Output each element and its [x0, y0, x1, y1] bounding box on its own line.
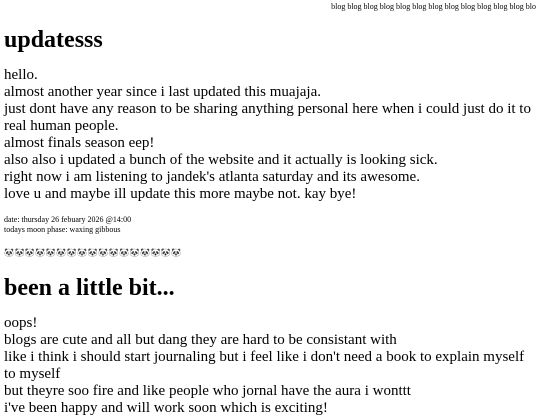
post-line: also also i updated a bunch of the website and it actually is looking sick. [4, 152, 438, 168]
post-line: i've been happy and will work soon which is exciting! [4, 400, 328, 416]
post-line: just dont have any reason to be sharing anything personal here when i could just do it to real human people. [4, 101, 531, 134]
post-meta [4, 215, 536, 235]
blog-post [4, 274, 536, 417]
post-moon-phase: todays moon phase: waxing gibbous [4, 225, 121, 234]
post-line: hello. [4, 67, 38, 83]
blog-post [4, 26, 536, 258]
post-body [4, 67, 536, 203]
blog-marquee: blog blog blog blog blog blog blog blog blog blog blog blog blo [331, 2, 536, 11]
post-line: almost finals season eep! [4, 135, 155, 151]
post-title: updatesss [4, 27, 103, 53]
post-line: but theyre soo fire and like people who jornal have the aura i wonttt [4, 383, 411, 399]
post-body [4, 315, 536, 417]
post-line: blogs are cute and all but dang they are hard to be consistant with [4, 332, 397, 348]
post-title: been a little bit... [4, 275, 175, 301]
panda-divider: 🐼🐼🐼🐼🐼🐼🐼🐼🐼🐼🐼🐼🐼🐼🐼🐼🐼 [4, 248, 182, 257]
post-line: love u and maybe ill update this more maybe not. kay bye! [4, 186, 357, 202]
post-line: like i think i should start journaling but i feel like i don't need a book to explain myself to myself [4, 349, 525, 382]
post-date: date: thursday 26 febuary 2026 @14:00 [4, 215, 132, 224]
post-line: right now i am listening to jandek's atlanta saturday and its awesome. [4, 169, 420, 185]
post-line: oops! [4, 315, 38, 331]
post-line: almost another year since i last updated this muajaja. [4, 84, 321, 100]
blog-content [4, 26, 536, 417]
